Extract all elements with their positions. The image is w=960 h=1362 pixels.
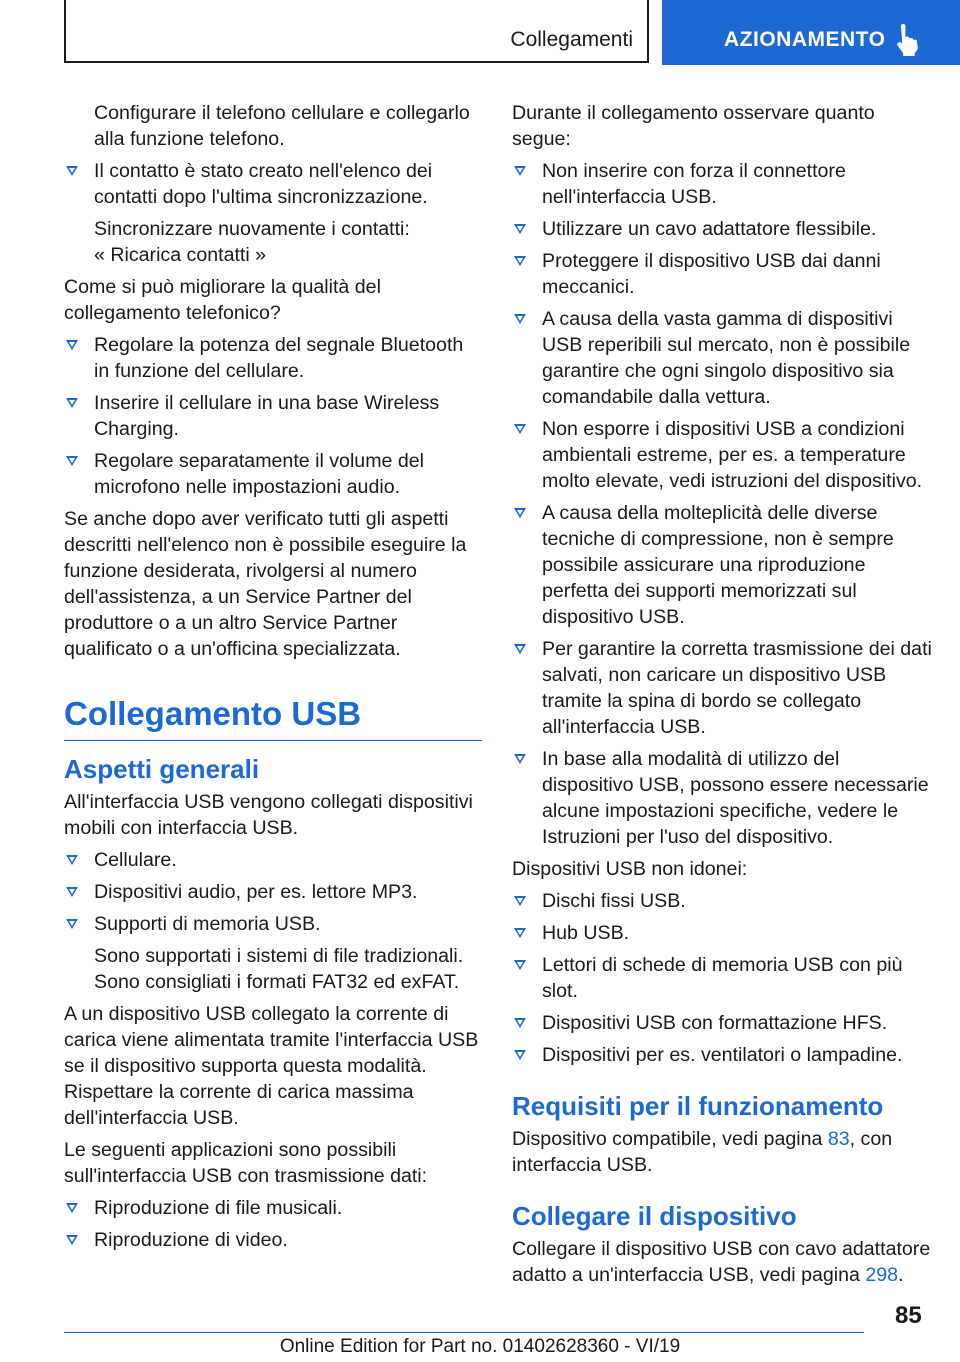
list-item-text: Riproduzione di file musicali. [94, 1197, 343, 1219]
list-item [64, 1227, 482, 1253]
subsection-heading: Aspetti generali [64, 754, 260, 784]
list-item-text: Riproduzione di video. [94, 1229, 288, 1251]
triangle-bullet-icon [514, 166, 526, 176]
triangle-bullet-icon [514, 224, 526, 234]
paragraph: All'interfaccia USB vengono collegati dispositivi mobili con interfaccia USB. [64, 791, 473, 839]
triangle-bullet-icon [66, 855, 78, 865]
footer-edition: Online Edition for Part no. 01402628360 - VI/19 [279, 1336, 681, 1357]
subsection-heading: Requisiti per il funzionamento [512, 1091, 884, 1121]
list-item-text: Hub USB. [542, 922, 630, 944]
section-title: Collegamenti [510, 28, 633, 51]
list-item-text: Proteggere il dispositivo USB dai danni meccanici. [542, 250, 881, 298]
paragraph [512, 1126, 932, 1178]
list-item [64, 448, 482, 500]
triangle-bullet-icon [514, 644, 526, 654]
triangle-bullet-icon [66, 1203, 78, 1213]
list-item-text: Utilizzare un cavo adattatore flessibile. [542, 218, 877, 240]
triangle-bullet-icon [66, 456, 78, 466]
paragraph: Durante il collegamento osservare quanto segue: [512, 102, 875, 150]
list-item [512, 158, 932, 210]
list-item [64, 911, 482, 937]
paragraph-text: Collegare il dispositivo USB con cavo adattatore adatto a un'interfaccia USB, vedi pagina [512, 1238, 931, 1286]
list-item [512, 888, 932, 914]
list-item [512, 952, 932, 1004]
list-item-text: A causa della vasta gamma di dispositivi USB reperibili sul mercato, non è possibile garantire che ogni singolo dispositivo sia comandabile dalla vettura. [542, 308, 911, 408]
list-item [512, 746, 932, 850]
triangle-bullet-icon [514, 424, 526, 434]
list-item-text: Dispositivi audio, per es. lettore MP3. [94, 881, 418, 903]
triangle-bullet-icon [514, 1050, 526, 1060]
paragraph: Se anche dopo aver verificato tutti gli aspetti descritti nell'elenco non è possibile eseguire la funzione desiderata, rivolgersi al numero dell'assistenza, a un Service Partner del produttore o a un altro Service Partner qualificato o a un'officina specializzata. [64, 508, 467, 660]
list-item [64, 1195, 482, 1221]
list-item-text: Regolare la potenza del segnale Bluetooth in funzione del cellulare. [94, 334, 464, 382]
list-item-text: Lettori di schede di memoria USB con più slot. [542, 954, 903, 1002]
right-column [512, 100, 932, 1294]
page-number: 85 [895, 1302, 922, 1329]
triangle-bullet-icon [514, 508, 526, 518]
list-item [64, 390, 482, 442]
list-item [512, 500, 932, 630]
paragraph: Come si può migliorare la qualità del collegamento telefonico? [64, 276, 381, 324]
list-item [512, 306, 932, 410]
list-item-text: Dispositivi per es. ventilatori o lampadine. [542, 1044, 903, 1066]
triangle-bullet-icon [66, 340, 78, 350]
section-heading: Collegamento USB [64, 694, 482, 741]
triangle-bullet-icon [514, 960, 526, 970]
list-item [64, 332, 482, 384]
list-item [512, 1042, 932, 1068]
triangle-bullet-icon [514, 1018, 526, 1028]
list-item-text: Dispositivi USB con formattazione HFS. [542, 1012, 888, 1034]
triangle-bullet-icon [66, 919, 78, 929]
list-item-text: In base alla modalità di utilizzo del dispositivo USB, possono essere necessarie alcune impostazioni specifiche, vedere le Istruzioni per l'uso del dispositivo. [542, 748, 929, 848]
paragraph-text: . [898, 1264, 904, 1286]
paragraph: Sono supportati i sistemi di file tradizionali. Sono consigliati i formati FAT32 ed exFAT. [94, 945, 464, 993]
list-item [64, 879, 482, 905]
paragraph: Le seguenti applicazioni sono possibili sull'interfaccia USB con trasmissione dati: [64, 1139, 428, 1187]
paragraph: Dispositivi USB non idonei: [512, 858, 748, 880]
triangle-bullet-icon [66, 398, 78, 408]
list-item-text: Non esporre i dispositivi USB a condizioni ambientali estreme, per es. a temperature molto elevate, vedi istruzioni del dispositivo. [542, 418, 923, 492]
list-item [512, 636, 932, 740]
paragraph-text: Dispositivo compatibile, vedi pagina [512, 1128, 828, 1150]
list-item-text: Il contatto è stato creato nell'elenco dei contatti dopo l'ultima sincronizzazione. [94, 160, 433, 208]
list-item [512, 416, 932, 494]
paragraph [512, 1236, 932, 1288]
triangle-bullet-icon [514, 256, 526, 266]
list-item-text: Supporti di memoria USB. [94, 913, 321, 935]
list-item [64, 158, 482, 210]
page-link[interactable]: 298 [865, 1264, 899, 1286]
triangle-bullet-icon [66, 1235, 78, 1245]
list-item [512, 248, 932, 300]
list-item [64, 847, 482, 873]
paragraph: A un dispositivo USB collegato la corrente di carica viene alimentata tramite l'interfaccia USB se il dispositivo supporta questa modalità. Rispettare la corrente di carica massima dell'interfaccia USB. [64, 1003, 479, 1129]
page-link[interactable]: 83 [827, 1128, 850, 1150]
list-item [512, 216, 932, 242]
section-tab [64, 0, 649, 63]
list-item-text: Regolare separatamente il volume del microfono nelle impostazioni audio. [94, 450, 425, 498]
triangle-bullet-icon [514, 896, 526, 906]
list-item [512, 1010, 932, 1036]
pointing-hand-icon [892, 24, 922, 56]
list-item-text: Cellulare. [94, 849, 177, 871]
list-item-text: Dischi fissi USB. [542, 890, 686, 912]
list-item-text: Non inserire con forza il connettore nell'interfaccia USB. [542, 160, 846, 208]
triangle-bullet-icon [514, 754, 526, 764]
page-header [0, 0, 960, 66]
paragraph: « Ricarica contatti » [94, 244, 267, 266]
list-item-text: A causa della molteplicità delle diverse tecniche di compressione, non è sempre possibile assicurare una riproduzione perfetta dei supporti memorizzati sul dispositivo USB. [542, 502, 894, 628]
list-item [512, 920, 932, 946]
left-column [64, 100, 482, 1259]
list-item-text: Per garantire la corretta trasmissione dei dati salvati, non caricare un dispositivo USB tramite la spina di bordo se collegato all'interfaccia USB. [542, 638, 932, 738]
chapter-title: AZIONAMENTO [724, 28, 886, 51]
triangle-bullet-icon [514, 928, 526, 938]
triangle-bullet-icon [514, 314, 526, 324]
list-item-text: Inserire il cellulare in una base Wireless Charging. [94, 392, 440, 440]
triangle-bullet-icon [66, 887, 78, 897]
paragraph: Configurare il telefono cellulare e collegarlo alla funzione telefono. [94, 102, 470, 150]
chapter-tab [662, 0, 960, 65]
paragraph: Sincronizzare nuovamente i contatti: [94, 218, 410, 240]
triangle-bullet-icon [66, 166, 78, 176]
subsection-heading: Collegare il dispositivo [512, 1201, 797, 1231]
paragraph-text: , con interfaccia USB. [512, 1128, 893, 1176]
footer-divider [64, 1332, 864, 1333]
